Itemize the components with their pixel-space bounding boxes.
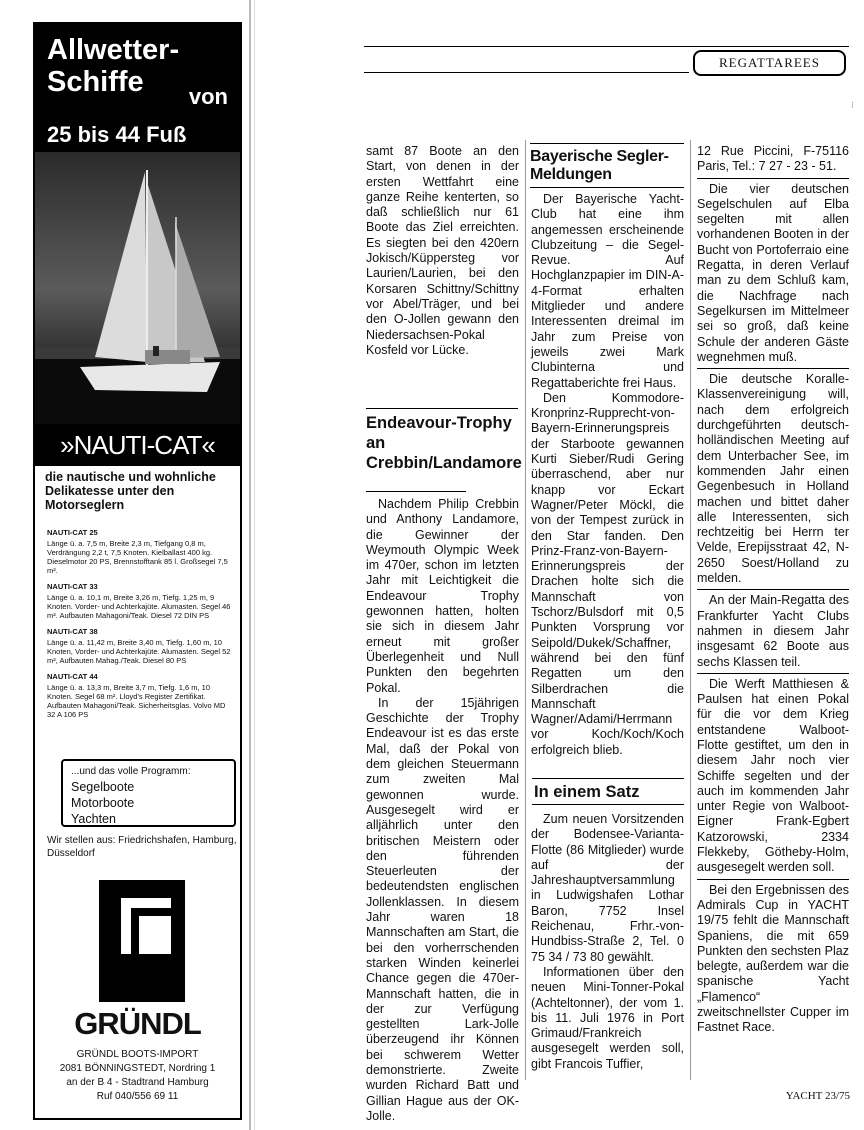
sailboat-photo <box>35 152 240 442</box>
page-footer: YACHT 23/75 <box>785 1090 850 1102</box>
paragraph: Zum neuen Vorsitzenden der Bodensee-Varianta-Flotte (86 Mitglieder) wurde auf der Jahreshauptversammlung in Ludwigshafen Lothar Baron, 7752 Insel Reichenau, Frhr.-von-Hundbiss-Straße 2, Tel. 0 75 34 / 73 80 gewählt. <box>531 812 684 964</box>
page-gutter-shadow <box>254 0 255 1130</box>
model-name: NAUTI-CAT 33 <box>47 582 98 591</box>
paragraph: Nachdem Philip Crebbin und Anthony Landamore, die Gewinner der Weymouth Olympic Week im 470er, schon im letzten Jahr mit Leichtigkeit die Endeavour Trophy gewonnen hatten, holten sie sich in diesem Jahr erneut mit großer Überlegenheit und Null Punkten den begehrten Pokal. <box>366 497 519 695</box>
ad-header <box>35 24 240 152</box>
ad-von: von <box>188 84 228 109</box>
page-gutter <box>249 0 251 1130</box>
item-rule <box>697 589 849 590</box>
item-rule <box>697 368 849 369</box>
model-name: NAUTI-CAT 38 <box>47 627 98 636</box>
article-endeavour <box>366 497 519 1124</box>
article-bayerische <box>531 192 684 758</box>
paragraph: Der Bayerische Yacht-Club hat eine ihm angemessen erscheinende Clubzeitung – die Segel-Revue. Auf Hochglanzpapier im DIN-A-4-Format erhalten Mitglieder und andere Interessenten dreimal im Jahr zum Preise von jeweils zwei Mark Clubinterna und Regattaberichte frei Haus. <box>531 192 684 390</box>
model-item <box>47 627 235 665</box>
print-speck: ⁝ <box>851 100 854 110</box>
program-item: Yachten <box>71 812 116 826</box>
ad-brand: »NAUTI-CAT« <box>35 424 240 466</box>
address-line: Ruf 040/556 69 11 <box>96 1091 179 1102</box>
article-news-column <box>697 144 849 1036</box>
sailboat-illustration <box>35 152 240 442</box>
paragraph: Die vier deutschen Segelschulen auf Elba segelten mit allen vorhandenen Booten in der Bucht von Portoferraio eine Regatta, in deren Verlauf man zu dem Schluß kam, die Nachfrage nach Segelkursen im Mittelmeer sei so groß, daß keine Schule der anderen Gäste wegnehmen muß. <box>697 181 849 364</box>
model-specs: Länge ü. a. 11,42 m, Breite 3,40 m, Tiefg. 1,60 m, 10 Knoten, Vorder- und Achterkajüte. Alumasten. Segel 52 m², Aufbauten Mahag./Teak. Diesel 80 PS <box>47 638 231 665</box>
paragraph: Bei den Ergebnissen des Admirals Cup in YACHT 19/75 fehlt die Mannschaft Spaniens, die mit 659 Punkten den sechsten Plaz belegte, außerdem war die spanische Yacht „Flamenco“ zweitschnellster Cupper im Fastnet Race. <box>697 882 849 1035</box>
heading-in-einem-satz: In einem Satz <box>534 783 640 801</box>
program-box <box>61 759 236 827</box>
ad-exhibitions: Wir stellen aus: Friedrichshafen, Hamburg, Düsseldorf <box>47 835 237 859</box>
company-name: GRÜNDL <box>74 1006 201 1041</box>
item-rule <box>697 673 849 674</box>
advertisement <box>33 22 242 1120</box>
paragraph: Die deutsche Koralle-Klassenvereinigung will, nach dem erfolgreich durchgeführten deutsch-holländischen Meeting auf dem Unterbacher See, im kommenden Jahr einen Gegenbesuch in Holland machen und bittet daher alle Interessenten, sich rechtzeitig bei Herrn ter Velde, Erepijsstraat 42, N-2650 Soest/Holland zu melden. <box>697 372 849 586</box>
model-name: NAUTI-CAT 25 <box>47 528 98 537</box>
paragraph: Informationen über den neuen Mini-Tonner-Pokal (Achteltonner), der vom 1. bis 11. Juli 1976 in Port Grimaud/Frankreich ausgesegelt werden soll, gibt Francois Tuffier, <box>531 964 684 1071</box>
model-specs: Länge ü. a. 10,1 m, Breite 3,26 m, Tiefg. 1,25 m, 9 Knoten. Vorder- und Achterkajüte. Alumasten. Segel 46 m². Aufbauten Mahagoni/Teak. Diesel 72 DIN PS <box>47 593 231 620</box>
column-divider <box>525 140 526 1080</box>
ad-headline: Allwetter- Schiffe <box>47 34 180 98</box>
section-rubric: REGATTAREES <box>693 50 846 76</box>
model-specs: Länge ü. a. 7,5 m, Breite 2,3 m, Tiefgang 0,8 m, Verdrängung 2,2 t, 7,5 Knoten. Kielballast 400 kg. Dieselmotor 20 PS, Brennstofftank 85 l. Großsegel 7,5 m². <box>47 539 228 575</box>
ad-size: 25 bis 44 Fuß <box>47 122 187 147</box>
paragraph: In der 15jährigen Geschichte der Trophy Endeavour ist es das erste Mal, daß der Pokal von dem gleichen Steuermann zum zweiten Mal gewonnen wurde. Ausgesegelt wird er alljährlich unter den britischen Meistern oder den führenden Steuerleuten der bedeutendsten englischen Jollenklassen. In diesem Jahr waren 18 Mannschaften am Start, die bei den vorherrschenden starken Winden keinerlei Chance gegen die 470er-Mannschaft hatten, die in der zur Verfügung gestellten Lark-Jolle überzeugend ihr Können bei schwerem Wetter demonstrierte. Zweite wurden Richard Batt und Gillian Hague aus der OK-Jolle. <box>366 695 519 1123</box>
top-rule-secondary <box>364 72 689 73</box>
heading-rule <box>366 491 466 492</box>
model-item <box>47 582 235 620</box>
program-intro: ...und das volle Programm: <box>71 766 191 777</box>
model-specs: Länge ü. a. 13,3 m, Breite 3,7 m, Tiefg. 1,6 m, 10 Knoten. Segel 68 m². Lloyd's Register Zertifikat. Aufbauten Mahagoni/Teak. Sicherheitsglas. Volvo MD 32 A 106 PS <box>47 683 226 719</box>
paragraph: 12 Rue Piccini, F-75116 Paris, Tel.: 7 27 - 23 - 51. <box>697 144 849 174</box>
heading-rule <box>532 804 684 805</box>
ad-model-list <box>47 528 235 726</box>
gruendl-logo-icon <box>99 880 185 1002</box>
heading-rule <box>532 778 684 779</box>
item-rule <box>697 879 849 880</box>
article-continuation <box>366 144 519 358</box>
ad-subline: die nautische und wohnliche Delikatesse unter den Motorseglern <box>45 470 216 512</box>
paragraph: An der Main-Regatta des Frankfurter Yacht Clubs nahmen in diesem Jahr insgesamt 62 Boote aus sechs Klassen teil. <box>697 593 849 669</box>
address-line: 2081 BÖNNINGSTEDT, Nordring 1 <box>59 1063 216 1074</box>
model-item <box>47 528 235 575</box>
model-name: NAUTI-CAT 44 <box>47 672 98 681</box>
program-item: Segelboote <box>71 780 135 794</box>
heading-rule <box>530 187 684 188</box>
heading-rule <box>530 143 684 144</box>
top-rule <box>364 46 849 47</box>
company-address <box>35 1048 240 1104</box>
item-rule <box>697 178 849 179</box>
paragraph: Die Werft Matthiesen & Paulsen hat einen Pokal für die vor dem Krieg entstandene Walboot-Flotte gestiftet, um den in diesem Jahr noch vier Schiffe segelten und der auch im kommenden Jahr unter Regie von Walboot-Eigner Frank-Egbert Katzorowski, 2334 Flekkeby, Götheby-Holm, ausgesegelt werden soll. <box>697 676 849 875</box>
heading-bayerische: Bayerische Segler-Meldungen <box>530 148 669 183</box>
address-line: an der B 4 - Stadtrand Hamburg <box>66 1077 209 1088</box>
heading-rule <box>366 408 518 409</box>
paragraph: samt 87 Boote an den Start, von denen in der ersten Wettfahrt eine ganze Reihe kenterten, so daß schließlich nur 61 Boote das Ziel erreichten. Es siegten bei den 420ern Jokisch/Küppersteg vor Laurien/Laurien, bei den Korsaren Schittny/Schittny vor Abel/Träger, und bei den O-Jollen gewann den Niedersachsen-Pokal Kosfeld vor Lücke. <box>366 144 519 357</box>
address-line: GRÜNDL BOOTS-IMPORT <box>76 1049 199 1060</box>
heading-endeavour: Endeavour-Trophy an Crebbin/Landamore <box>366 414 522 472</box>
model-item <box>47 672 235 719</box>
column-divider <box>690 140 691 1080</box>
article-in-einem-satz <box>531 812 684 1072</box>
paragraph: Den Kommodore-Kronprinz-Rupprecht-von-Bayern-Erinnerungspreis der Starboote gewannen Kurti Sieber/Rudi Gering überraschend, aber nur knapp vor Eckart Wagner/Peter Möckl, die von der Tempest zurück in den Star fanden. Den Prinz-Franz-von-Bayern-Erinnerungspreis der Drachen holte sich die Mannschaft von Tschorz/Bulsdorf mit 0,5 Punkten Vorsprung vor Seipold/Dukek/Schaffner, während bei den fünf Regatten um den Silberdrachen die Mannschaft Wagner/Adami/Herrmann vor Koch/Koch/Koch erfolgreich blieb. <box>531 390 684 757</box>
program-item: Motorboote <box>71 796 135 810</box>
